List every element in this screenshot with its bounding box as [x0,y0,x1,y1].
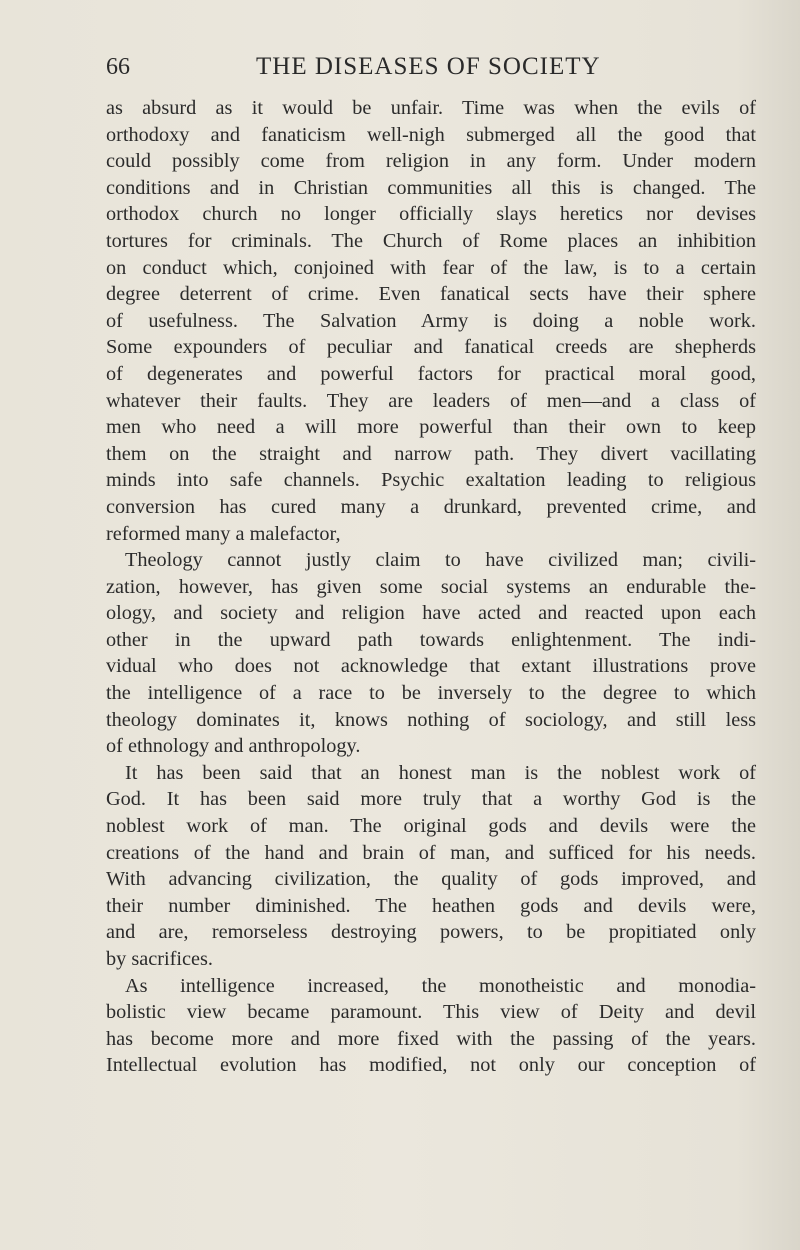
text-line: conditions and in Christian communities all this is changed. The [106,176,756,199]
text-line: other in the upward path towards enlightenment. The indi- [106,628,756,651]
text-line: Theology cannot justly claim to have civilized man; civili- [125,549,756,572]
text-line: ology, and society and religion have acted and reacted upon each [106,602,756,625]
text-line: Some expounders of peculiar and fanatical creeds are shepherds [106,336,756,359]
text-line: As intelligence increased, the monotheistic and monodia- [125,974,756,997]
text-line: of degenerates and powerful factors for practical moral good, [106,362,756,385]
text-line: bolistic view became paramount. This view of Deity and devil [106,1001,756,1024]
text-line: tortures for criminals. The Church of Rome places an inhibition [106,229,756,252]
text-line: With advancing civilization, the quality of gods improved, and [106,868,756,891]
text-line: the intelligence of a race to be inversely to the degree to which [106,682,756,705]
text-line: by sacrifices. [106,948,213,970]
body-text [106,95,756,1079]
text-line: orthodoxy and fanaticism well-nigh submerged all the good that [106,123,756,146]
text-line: them on the straight and narrow path. They divert vacillating [106,442,756,465]
text-line: whatever their faults. They are leaders of men—and a class of [106,389,756,412]
page-header [106,50,756,84]
text-line: degree deterrent of crime. Even fanatical sects have their sphere [106,283,756,306]
text-line: of usefulness. The Salvation Army is doing a noble work. [106,309,756,332]
text-line: God. It has been said more truly that a worthy God is the [106,788,756,811]
text-line: conversion has cured many a drunkard, prevented crime, and [106,495,756,518]
text-line: as absurd as it would be unfair. Time was when the evils of [106,97,756,119]
text-line: theology dominates it, knows nothing of sociology, and still less [106,708,756,731]
text-line: orthodox church no longer officially slays heretics nor devises [106,203,756,226]
text-line: reformed many a malefactor, [106,522,341,545]
text-line: creations of the hand and brain of man, and sufficed for his needs. [106,841,756,864]
text-line: men who need a will more powerful than their own to keep [106,416,756,439]
text-line: vidual who does not acknowledge that extant illustrations prove [106,655,756,678]
text-line: their number diminished. The heathen gods and devils were, [106,894,756,917]
running-title: THE DISEASES OF SOCIETY [256,53,601,80]
text-line: minds into safe channels. Psychic exaltation leading to religious [106,469,756,492]
text-line: and are, remorseless destroying powers, to be propitiated only [106,921,756,944]
text-line: on conduct which, conjoined with fear of the law, is to a certain [106,256,756,279]
text-line: Intellectual evolution has modified, not only our conception of [106,1054,756,1077]
text-line: zation, however, has given some social systems an endurable the- [106,575,756,598]
text-line: It has been said that an honest man is the noblest work of [125,761,756,784]
page-number: 66 [106,54,130,80]
text-line: has become more and more fixed with the passing of the years. [106,1027,756,1050]
text-line: of ethnology and anthropology. [106,735,361,758]
text-line: could possibly come from religion in any form. Under modern [106,150,756,173]
text-line: noblest work of man. The original gods and devils were the [106,815,756,838]
